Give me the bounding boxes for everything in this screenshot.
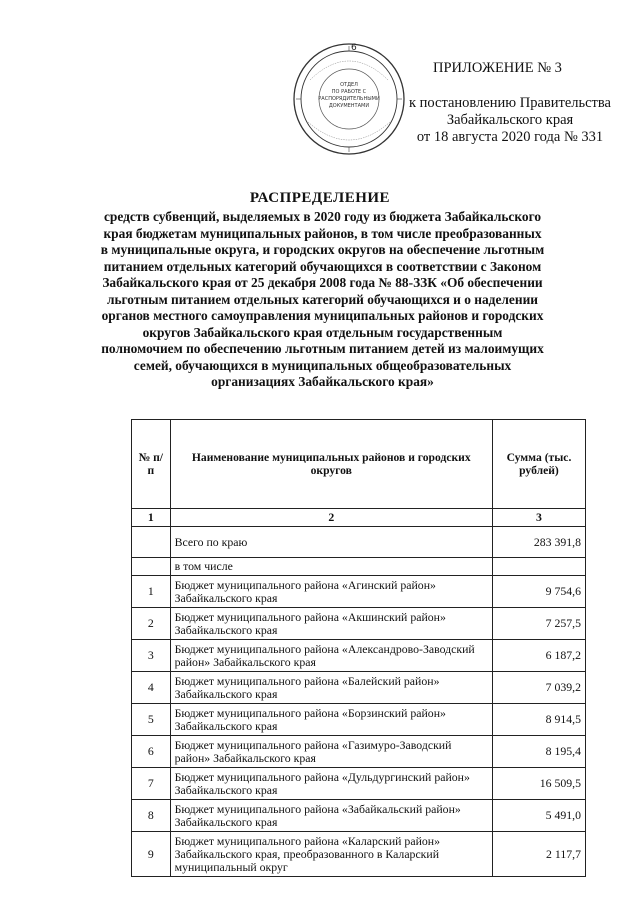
subtitle-line: округов Забайкальского края отдельным государственным xyxy=(142,324,503,340)
subtitle-line: края бюджетам муниципальных районов, в том числе преобразованных xyxy=(103,225,542,241)
svg-text:ДОКУМЕНТАМИ: ДОКУМЕНТАМИ xyxy=(328,103,370,109)
page-mark: 6 xyxy=(351,43,357,53)
table-row xyxy=(132,576,586,608)
including-label: в том числе xyxy=(170,558,492,576)
subtitle-line: полномочием по обеспечению льготным питанием детей из малоимущих xyxy=(101,341,544,356)
row-sum: 7 257,5 xyxy=(492,608,585,640)
row-num: 9 xyxy=(132,832,171,877)
annex-line-1: к постановлению Правительства xyxy=(409,95,611,111)
row-sum: 6 187,2 xyxy=(492,640,585,672)
index-cell: 1 xyxy=(132,509,171,527)
row-name: Бюджет муниципального района «Александрово-Заводский район» Забайкальского края xyxy=(170,640,492,672)
table-row xyxy=(132,608,586,640)
subtitle-line: в муниципальные округа, и городских округов на обеспечение льготным xyxy=(100,242,545,257)
row-name: Бюджет муниципального района «Забайкальский район» Забайкальского края xyxy=(170,800,492,832)
row-name: Бюджет муниципального района «Борзинский район» Забайкальского края xyxy=(170,704,492,736)
row-sum: 7 039,2 xyxy=(492,672,585,704)
table-row xyxy=(132,768,586,800)
subtitle-line: льготным питанием отдельных категорий обучающихся и о наделении xyxy=(106,291,539,307)
total-label: Всего по краю xyxy=(170,527,492,558)
table-row xyxy=(132,832,586,877)
subtitle-line: органов местного самоуправления муниципальных районов и городских xyxy=(101,308,544,323)
document-subtitle xyxy=(100,209,545,391)
row-name: Бюджет муниципального района «Агинский район» Забайкальского края xyxy=(170,576,492,608)
total-num-cell xyxy=(132,527,171,558)
subtitle-line: Забайкальского края от 25 декабря 2008 года № 88-ЗЗК «Об обеспечении xyxy=(102,275,543,290)
official-seal-stamp xyxy=(290,40,408,158)
row-name: Бюджет муниципального района «Акшинский район» Забайкальского края xyxy=(170,608,492,640)
annex-line-2: Забайкальского края xyxy=(446,112,574,128)
row-num: 4 xyxy=(132,672,171,704)
including-num-cell xyxy=(132,558,171,576)
table-index-row xyxy=(132,509,586,527)
table-row xyxy=(132,640,586,672)
including-sum-cell xyxy=(492,558,585,576)
distribution-table xyxy=(131,419,586,877)
annex-line-3: от 18 августа 2020 года № 331 xyxy=(416,129,604,145)
row-name: Бюджет муниципального района «Каларский район» Забайкальского края, преобразованного в Каларский муниципальный округ xyxy=(170,832,492,877)
total-value: 283 391,8 xyxy=(492,527,585,558)
row-sum: 8 914,5 xyxy=(492,704,585,736)
header-num: № п/п xyxy=(132,420,171,509)
table-row xyxy=(132,736,586,768)
table-row xyxy=(132,800,586,832)
row-num: 6 xyxy=(132,736,171,768)
index-cell: 2 xyxy=(170,509,492,527)
table-including-row xyxy=(132,558,586,576)
index-cell: 3 xyxy=(492,509,585,527)
annex-number: ПРИЛОЖЕНИЕ № 3 xyxy=(433,60,562,76)
svg-text:ОТДЕЛ: ОТДЕЛ xyxy=(340,82,358,88)
row-sum: 2 117,7 xyxy=(492,832,585,877)
row-sum: 8 195,4 xyxy=(492,736,585,768)
document-title: РАСПРЕДЕЛЕНИЕ xyxy=(249,190,391,206)
table-row xyxy=(132,672,586,704)
row-name: Бюджет муниципального района «Дульдургинский район» Забайкальского края xyxy=(170,768,492,800)
subtitle-line: семей, обучающихся в муниципальных общеобразовательных xyxy=(133,357,512,373)
subtitle-line: организациях Забайкальского края» xyxy=(211,374,434,389)
row-sum: 9 754,6 xyxy=(492,576,585,608)
subtitle-line: питанием отдельных категорий обучающихся в соответствии с Законом xyxy=(103,258,542,274)
row-num: 5 xyxy=(132,704,171,736)
row-num: 3 xyxy=(132,640,171,672)
table-header-row xyxy=(132,420,586,509)
row-name: Бюджет муниципального района «Газимуро-Заводский район» Забайкальского края xyxy=(170,736,492,768)
table-row xyxy=(132,704,586,736)
header-sum: Сумма (тыс. рублей) xyxy=(492,420,585,509)
row-num: 8 xyxy=(132,800,171,832)
table-total-row xyxy=(132,527,586,558)
row-num: 7 xyxy=(132,768,171,800)
row-name: Бюджет муниципального района «Балейский район» Забайкальского края xyxy=(170,672,492,704)
svg-text:РАСПОРЯДИТЕЛЬНЫМИ: РАСПОРЯДИТЕЛЬНЫМИ xyxy=(318,96,380,102)
subtitle-line: средств субвенций, выделяемых в 2020 году из бюджета Забайкальского xyxy=(103,209,542,224)
row-sum: 16 509,5 xyxy=(492,768,585,800)
row-num: 2 xyxy=(132,608,171,640)
svg-text:ПО РАБОТЕ С: ПО РАБОТЕ С xyxy=(331,89,367,95)
row-num: 1 xyxy=(132,576,171,608)
annex-header xyxy=(395,60,625,146)
header-name: Наименование муниципальных районов и городских округов xyxy=(170,420,492,509)
row-sum: 5 491,0 xyxy=(492,800,585,832)
